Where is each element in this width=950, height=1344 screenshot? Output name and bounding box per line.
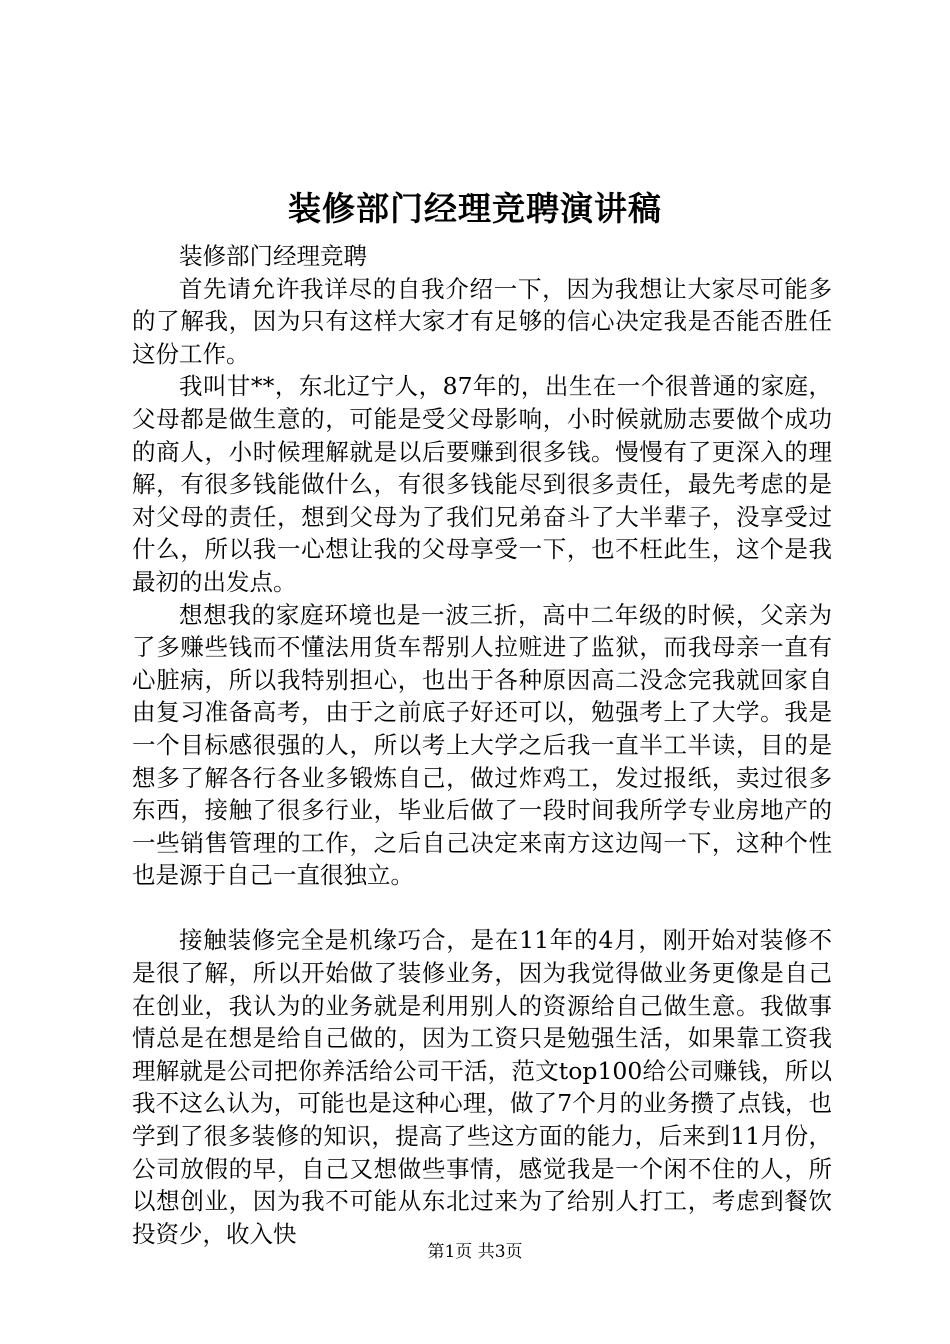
paragraph-introduction: 首先请允许我详尽的自我介绍一下，因为我想让大家尽可能多的了解我，因为只有这样大家才有足够的信心决定我是否能否胜任这份工作。: [132, 274, 832, 368]
document-body: [132, 240, 832, 1250]
paragraph-career: 接触装修完全是机缘巧合，是在11年的4月，刚开始对装修不是很了解，所以开始做了装修业务，因为我觉得做业务更像是自己在创业，我认为的业务就是利用别人的资源给自己做生意。我做事情总是在想是给自己做的，因为工资只是勉强生活，如果靠工资我理解就是公司把你养活给公司干活，范文top100给公司赚钱，所以我不这么认为，可能也是这种心理，做了7个月的业务攒了点钱，也学到了很多装修的知识，提高了些这方面的能力，后来到11月份，公司放假的早，自己又想做些事情，感觉我是一个闲不住的人，所以想创业，因为我不可能从东北过来为了给别人打工，考虑到餐饮投资少，收入快: [132, 926, 832, 1248]
page-footer: 第1页 共3页: [427, 1242, 523, 1262]
paragraph-background: 我叫甘**，东北辽宁人，87年的，出生在一个很普通的家庭，父母都是做生意的，可能是受父母影响，小时候就励志要做个成功的商人，小时候理解就是以后要赚到很多钱。慢慢有了更深入的理解，有很多钱能做什么，有很多钱能尽到很多责任，最先考虑的是对父母的责任，想到父母为了我们兄弟奋斗了大半辈子，没享受过什么，所以我一心想让我的父母享受一下，也不枉此生，这个是我最初的出发点。: [132, 372, 832, 596]
document-title: 装修部门经理竞聘演讲稿: [288, 189, 662, 228]
paragraph-family: 想想我的家庭环境也是一波三折，高中二年级的时候，父亲为了多赚些钱而不懂法用货车帮别人拉赃进了监狱，而我母亲一直有心脏病，所以我特别担心，也出于各种原因高二没念完我就回家自由复习准备高考，由于之前底子好还可以，勉强考上了大学。我是一个目标感很强的人，所以考上大学之后我一直半工半读，目的是想多了解各行各业多锻炼自己，做过炸鸡工，发过报纸，卖过很多东西，接触了很多行业，毕业后做了一段时间我所学专业房地产的一些销售管理的工作，之后自己决定来南方这边闯一下，这种个性也是源于自己一直很独立。: [132, 600, 832, 890]
paragraph-subtitle: 装修部门经理竞聘: [179, 242, 367, 270]
